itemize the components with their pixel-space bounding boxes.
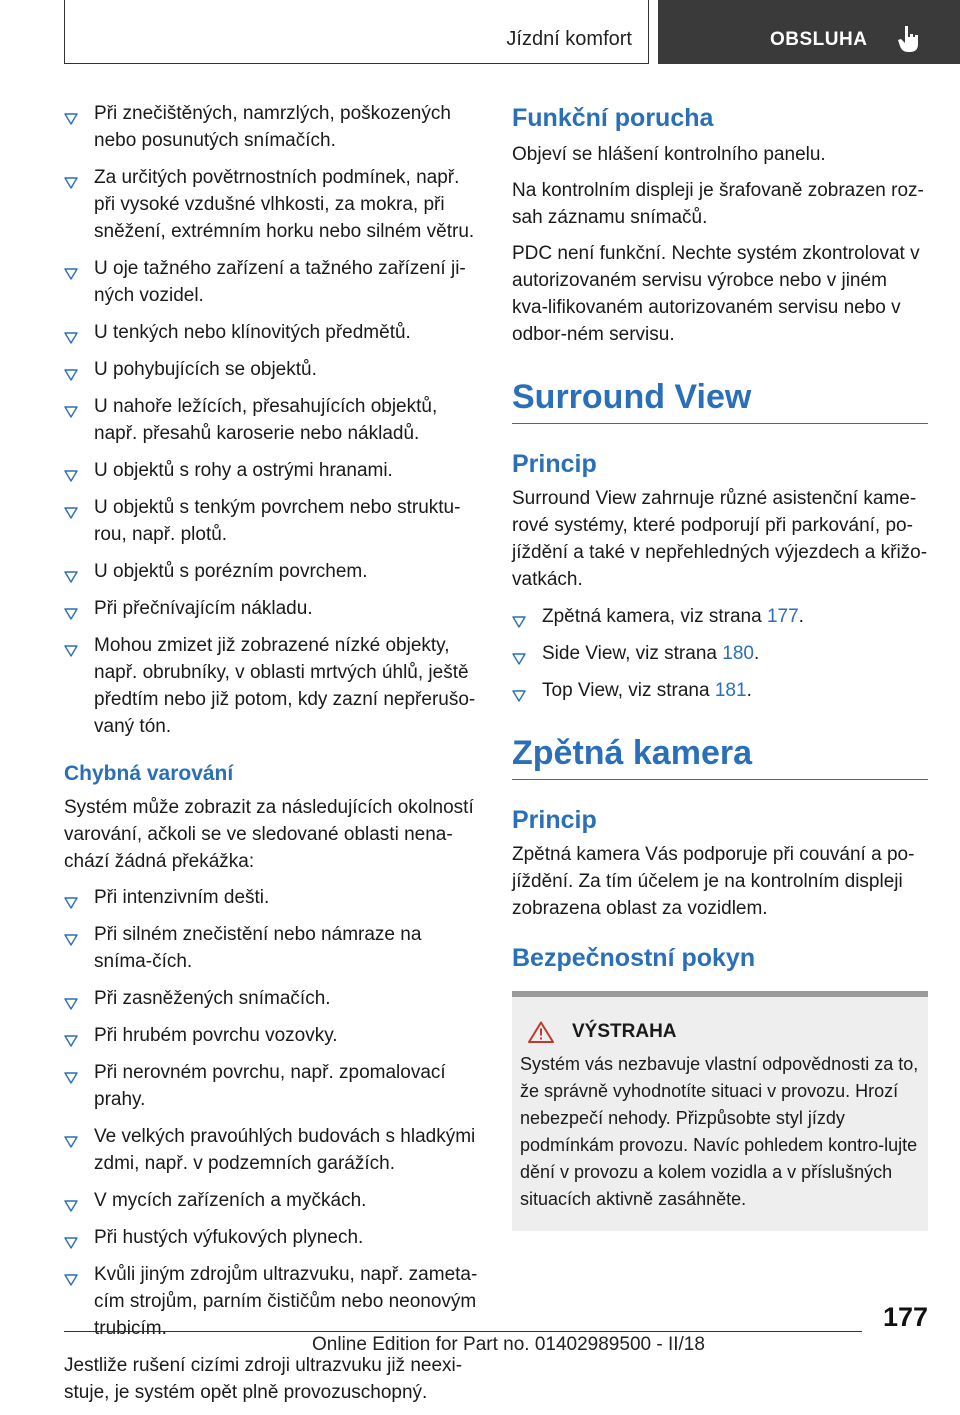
false-warnings-heading: Chybná varování	[64, 762, 234, 785]
list-item-text: Při přečnívajícím nákladu.	[94, 598, 313, 619]
list-item	[64, 884, 484, 911]
bullet-triangle-icon	[64, 928, 78, 955]
bullet-triangle-icon	[64, 602, 78, 629]
list-item-text: Za určitých povětrnostních podmínek, např. při vysoké vzdušné vlhkosti, za mokra, při sněžení, extrémním horku nebo silném větru.	[94, 167, 475, 242]
list-item-text: Top View, viz strana	[542, 680, 715, 701]
page-link[interactable]: 180	[722, 643, 754, 664]
list-item	[512, 603, 928, 630]
list-item	[64, 164, 484, 245]
list-item	[64, 595, 484, 622]
malfunction-p1: Objeví se hlášení kontrolního panelu.	[512, 144, 826, 165]
list-item	[64, 1123, 484, 1177]
list-item	[64, 921, 484, 975]
list-item-text: Při znečištěných, namrzlých, poškozených nebo posunutých snímačích.	[94, 103, 451, 151]
list-item-text: U nahoře ležících, přesahujících objektů, např. přesahů karoserie nebo nákladů.	[94, 396, 438, 444]
list-item	[64, 356, 484, 383]
pointing-hand-icon	[896, 24, 922, 54]
left-column	[64, 100, 484, 1415]
rear-principle-heading: Princip	[512, 806, 597, 834]
bullet-triangle-icon	[64, 171, 78, 198]
list-item-text: U objektů s rohy a ostrými hranami.	[94, 460, 393, 481]
bullet-triangle-icon	[64, 326, 78, 353]
surround-view-heading: Surround View	[512, 378, 928, 424]
warning-box	[512, 991, 928, 1231]
section-title: Jízdní komfort	[506, 28, 632, 50]
page-link[interactable]: 177	[766, 606, 799, 627]
malfunction-p3: PDC není funkční. Nechte systém zkontrolovat v autorizovaném servisu výrobce nebo v jiném kva-lifikovaném autorizovaném servisu nebo v odbor-ném servisu.	[512, 243, 920, 345]
bullet-triangle-icon	[64, 1268, 78, 1295]
bullet-triangle-icon	[512, 647, 526, 674]
bullet-triangle-icon	[64, 639, 78, 666]
bullet-triangle-icon	[64, 1066, 78, 1093]
list-item-text: Při hustých výfukových plynech.	[94, 1227, 364, 1248]
bullet-triangle-icon	[64, 363, 78, 390]
list-item	[64, 1187, 484, 1214]
surround-items-list	[512, 603, 928, 704]
safety-heading: Bezpečnostní pokyn	[512, 944, 756, 972]
rear-camera-heading: Zpětná kamera	[512, 734, 928, 780]
bullet-triangle-icon	[64, 891, 78, 918]
bullet-triangle-icon	[512, 610, 526, 637]
warning-triangle-icon	[528, 1021, 554, 1043]
list-item	[64, 558, 484, 585]
bullet-triangle-icon	[64, 107, 78, 134]
punctuation: .	[798, 606, 804, 627]
false-warnings-intro: Systém může zobrazit za následujících okolností varování, ačkoli se ve sledované oblasti nena-chází žádná překážka:	[64, 797, 474, 872]
list-item	[64, 1224, 484, 1251]
bullet-triangle-icon	[64, 1194, 78, 1221]
header-frame	[64, 0, 649, 64]
list-item	[64, 393, 484, 447]
footer-divider	[64, 1331, 862, 1332]
surround-principle-heading: Princip	[512, 450, 597, 478]
list-item-text: Mohou zmizet již zobrazené nízké objekty, např. obrubníky, v oblasti mrtvých úhlů, ještě předtím nebo již potom, kdy zazní nepřerušo-vaný tón.	[94, 635, 476, 737]
bullet-triangle-icon	[64, 400, 78, 427]
list-item-text: Při nerovném povrchu, např. zpomalovací prahy.	[94, 1062, 446, 1110]
list-item-text: U oje tažného zařízení a tažného zařízení ji-ných vozidel.	[94, 258, 466, 306]
limits-list	[64, 100, 484, 740]
chapter-tab[interactable]	[658, 0, 960, 64]
closing-paragraph: Jestliže rušení cizími zdroji ultrazvuku již neexi-stuje, je systém opět plně provozuschopný.	[64, 1355, 463, 1403]
list-item	[64, 494, 484, 548]
list-item-text: Při silném znečistění nebo námraze na sníma-čích.	[94, 924, 422, 972]
list-item-text: U tenkých nebo klínovitých předmětů.	[94, 322, 411, 343]
list-item-text: Side View, viz strana	[542, 643, 723, 664]
punctuation: .	[746, 680, 752, 701]
list-item	[64, 255, 484, 309]
bullet-triangle-icon	[64, 1231, 78, 1258]
bullet-triangle-icon	[64, 464, 78, 491]
bullet-triangle-icon	[64, 565, 78, 592]
list-item-text: Při intenzivním dešti.	[94, 887, 270, 908]
page-link[interactable]: 181	[714, 680, 747, 701]
bullet-triangle-icon	[64, 262, 78, 289]
page-number: 177	[882, 1302, 928, 1332]
list-item-text: Při hrubém povrchu vozovky.	[94, 1025, 338, 1046]
punctuation: .	[753, 643, 760, 664]
false-warnings-list	[64, 884, 484, 1342]
list-item-text: Kvůli jiným zdrojům ultrazvuku, např. zameta-cím strojům, parním čističům nebo neonovým trubicím.	[94, 1264, 478, 1339]
warning-header	[528, 1021, 920, 1043]
bullet-triangle-icon	[64, 1029, 78, 1056]
list-item-text: V mycích zařízeních a myčkách.	[94, 1190, 367, 1211]
bullet-triangle-icon	[64, 992, 78, 1019]
footer-text: Online Edition for Part no. 01402989500 - II/18	[312, 1334, 705, 1355]
bullet-triangle-icon	[64, 1130, 78, 1157]
list-item-text: Zpětná kamera, viz strana	[542, 606, 767, 627]
list-item	[64, 1059, 484, 1113]
list-item-text: U pohybujících se objektů.	[94, 359, 317, 380]
list-item	[64, 1261, 484, 1342]
chapter-tab-label: OBSLUHA	[770, 29, 868, 50]
list-item	[64, 1022, 484, 1049]
warning-label: VÝSTRAHA	[572, 1021, 677, 1042]
rear-principle-text: Zpětná kamera Vás podporuje při couvání a po-jíždění. Za tím účelem je na kontrolním displeji zobrazena oblast za vozidlem.	[512, 844, 915, 919]
list-item-text: Při zasněžených snímačích.	[94, 988, 331, 1009]
list-item-text: U objektů s porézním povrchem.	[94, 561, 368, 582]
list-item	[64, 457, 484, 484]
list-item	[64, 100, 484, 154]
list-item-text: Ve velkých pravoúhlých budovách s hladkými zdmi, např. v podzemních garážích.	[94, 1126, 476, 1174]
list-item	[64, 319, 484, 346]
right-column	[512, 100, 928, 1231]
malfunction-p2: Na kontrolním displeji je šrafovaně zobrazen roz-sah záznamu snímačů.	[512, 180, 924, 228]
list-item	[64, 632, 484, 740]
surround-principle-text: Surround View zahrnuje různé asistenční kame-rové systémy, které podporují při parkování, po-jíždění a také v nepřehledných výjezdech a křižo-vatkách.	[512, 488, 928, 590]
malfunction-heading: Funkční porucha	[512, 104, 714, 132]
warning-text: Systém vás nezbavuje vlastní odpovědnosti za to, že správně vyhodnotíte situaci v provozu. Hrozí nebezpečí nehody. Přizpůsobte styl jízdy podmínkám provozu. Navíc pohledem kontro-lujte dění v provozu a kolem vozidla a v příslušných situacích aktivně zasáhněte.	[520, 1054, 919, 1209]
list-item-text: U objektů s tenkým povrchem nebo struktu-rou, např. plotů.	[94, 497, 461, 545]
list-item	[64, 985, 484, 1012]
list-item	[512, 677, 928, 704]
bullet-triangle-icon	[64, 501, 78, 528]
bullet-triangle-icon	[512, 684, 526, 711]
list-item	[512, 640, 928, 667]
